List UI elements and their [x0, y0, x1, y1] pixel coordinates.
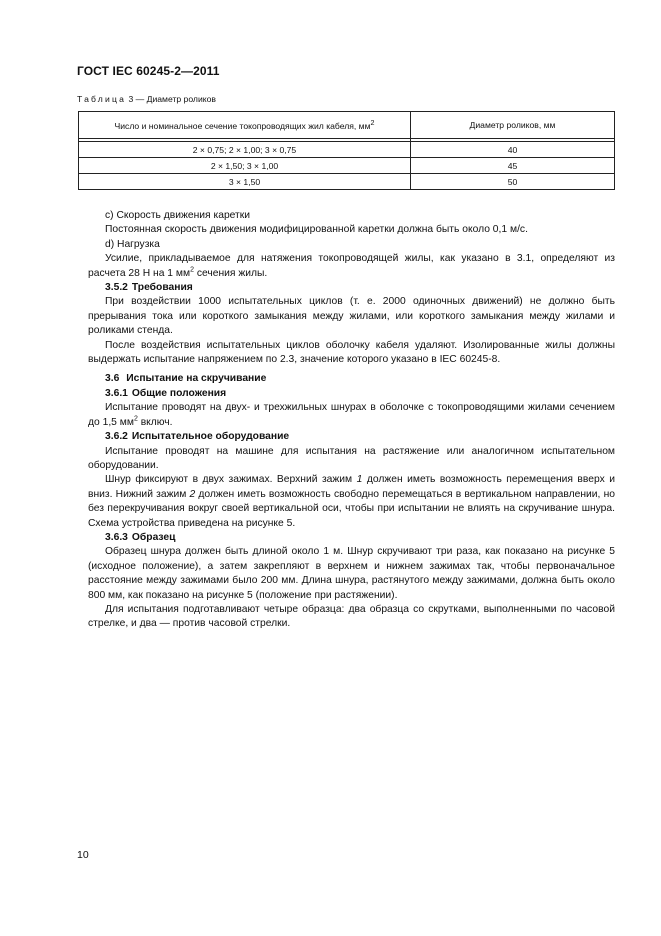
body-text: [88, 209, 615, 632]
heading-3-6-1: [88, 387, 615, 401]
col-header-diameter: Диаметр роликов, мм: [411, 112, 615, 139]
heading-title: Требования: [131, 282, 193, 294]
table-row: [79, 142, 615, 158]
roller-diameter-table: [78, 111, 615, 190]
heading-number: 3.6.3: [105, 531, 128, 543]
cell-diameter: 45: [411, 158, 615, 174]
heading-3-6: [88, 372, 615, 386]
heading-3-6-3: [88, 531, 615, 545]
paragraph-c: Постоянная скорость движения модифицированной каретки должна быть около 0,1 м/с.: [105, 224, 528, 236]
paragraph-3-6-2-1: Испытание проводят на машине для испытания на растяжение или аналогичном испытательном оборудовании.: [88, 445, 615, 471]
paragraph-3-6-2-2-a: Шнур фиксируют в двух зажимах. Верхний зажим: [105, 474, 357, 486]
paragraph-3-6-2-2: [88, 473, 615, 531]
page-number: 10: [77, 849, 89, 861]
table-caption-title: — Диаметр роликов: [133, 94, 216, 104]
cell-section: 3 × 1,50: [79, 174, 411, 190]
cell-section: 2 × 0,75; 2 × 1,00; 3 × 0,75: [79, 142, 411, 158]
heading-title: Испытательное оборудование: [131, 431, 290, 443]
paragraph-d: [88, 252, 615, 281]
clamp-number-1: 1: [356, 474, 363, 486]
paragraph-3-6-2-2-c: должен иметь возможность свободно перемещаться в вертикальном направлении, но без перекручивания вокруг своей вертикальной оси, чтобы при испытании не влиять на скручивание шнура. Схема устройства приведена на рисунке 5.: [88, 488, 615, 529]
paragraph-3-6-1-text: Испытание проводят на двух- и трехжильных шнурах в оболочке с токопроводящими жилами сечением до 1,5 мм: [88, 402, 615, 428]
paragraph-d-text: Усилие, прикладываемое для натяжения токопроводящей жилы, как указано в 3.1, определяют из расчета 28 Н на 1 мм: [88, 253, 615, 279]
paragraph-3-5-2-2: После воздействия испытательных циклов оболочку кабеля удаляют. Изолированные жилы должны выдержать испытание напряжением по 2.3, значение которого указано в IEC 60245-8.: [88, 339, 615, 366]
table-header-row: [79, 112, 615, 139]
table-row: [79, 174, 615, 190]
paragraph-3-6-2-2-b: должен иметь возможность перемещения вверх и вниз. Нижний зажим: [88, 474, 615, 500]
paragraph-3-5-2-1: При воздействии 1000 испытательных циклов (т. е. 2000 одиночных движений) не должно быть прерывания тока или короткого замыкания между жилами, или короткого замыкания между жилами и роликами стенда.: [88, 296, 615, 337]
cell-section: 2 × 1,50; 3 × 1,00: [79, 158, 411, 174]
heading-number: 3.6.1: [105, 387, 128, 399]
table-row: [79, 158, 615, 174]
col-header-section: [79, 112, 411, 139]
list-item-c: c) Скорость движения каретки: [105, 210, 251, 221]
paragraph-d-tail: сечения жилы.: [193, 267, 268, 279]
cell-diameter: 50: [411, 174, 615, 190]
list-item-d: d) Нагрузка: [105, 238, 160, 250]
col-header-section-text: Число и номинальное сечение токопроводящих жил кабеля, мм: [114, 120, 371, 131]
heading-title: Испытание на скручивание: [126, 373, 267, 385]
clamp-number-2: 2: [189, 488, 196, 500]
paragraph-3-6-3-2: Для испытания подготавливают четыре образца: два образца со скрутками, выполненными по часовой стрелке, и два — против часовой стрелки.: [88, 603, 615, 630]
paragraph-3-6-3-1: Образец шнура должен быть длиной около 1 м. Шнур скручивают три раза, как показано на рисунке 5 (исходное положение), а затем закрепляют в верхнем и нижнем зажимах так, чтобы первоначальное расстояние между зажимами было 200 мм. Длина шнура, растянутого между зажимами, должна быть около 800 мм, как показано на рисунке 5 (положение при растяжении).: [88, 546, 615, 601]
heading-3-6-2: [88, 430, 615, 444]
heading-number: 3.6.2: [105, 431, 128, 443]
paragraph-d-sup: 2: [190, 266, 194, 274]
heading-number: 3.5.2: [105, 282, 128, 294]
document-header: ГОСТ IEC 60245-2—2011: [77, 64, 220, 78]
table-caption: [77, 94, 216, 104]
paragraph-3-6-1-tail: включ.: [137, 416, 173, 428]
heading-3-5-2: [88, 281, 615, 295]
table-caption-number: 3: [128, 94, 134, 104]
paragraph-3-6-1-sup: 2: [133, 415, 138, 423]
cell-diameter: 40: [411, 142, 615, 158]
heading-title: Образец: [131, 531, 176, 543]
table-caption-prefix: Таблица: [77, 94, 127, 104]
heading-title: Общие положения: [131, 387, 227, 399]
heading-number: 3.6: [105, 373, 120, 385]
paragraph-3-6-1: [88, 401, 615, 430]
col-header-section-sup: 2: [370, 119, 375, 128]
